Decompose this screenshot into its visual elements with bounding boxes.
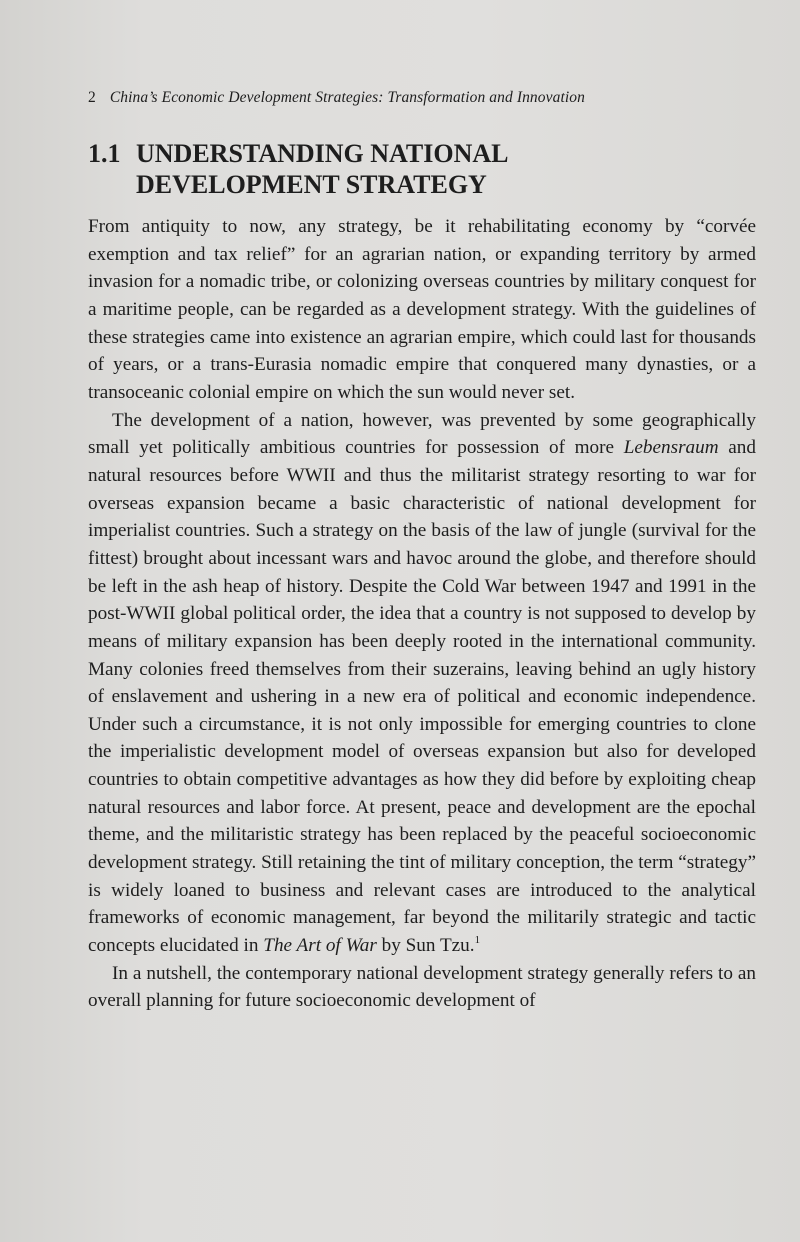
paragraph-1: From antiquity to now, any strategy, be it rehabilitating economy by “corvée exemption and tax relief” for an agrarian nation, or expanding territory by armed invasion for a nomadic tribe, or colonizing overseas countries by military conquest for a maritime people, can be regarded as a development strategy. With the guidelines of these strategies came into existence an agrarian empire, which could last for thousands of years, or a trans-Eurasia nomadic empire that conquered many dynasties, or a transoceanic colonial empire on which the sun would never set. (88, 216, 756, 403)
section-number: 1.1 (88, 139, 121, 168)
section-title-line2: DEVELOPMENT STRATEGY (136, 170, 487, 199)
running-header (88, 89, 585, 107)
paragraph-3: In a nutshell, the contemporary national development strategy generally refers to an overall planning for future socioeconomic development of (88, 962, 756, 1012)
body-text (88, 213, 756, 1015)
section-heading (88, 138, 508, 200)
italic-term-lebensraum: Lebensraum (623, 437, 719, 459)
section-title-line1: UNDERSTANDING NATIONAL (136, 139, 509, 168)
book-title: The Art of War (263, 935, 377, 957)
paragraph-2-part1: The development of a nation, however, was prevented by some geographically small yet politically ambitious countries for possession of more (88, 409, 756, 459)
paragraph-2 (88, 407, 756, 960)
page-number: 2 (88, 89, 96, 106)
paragraph-2-part3: by Sun Tzu. (376, 935, 475, 957)
paragraph-2-part2: and natural resources before WWII and thus the militarist strategy resorting to war for overseas expansion became a basic characteristic of national development for imperialist countries. Such a strategy on the basis of the law of jungle (survival for the fittest) brought about incessant wars and havoc around the globe, and therefore should be left in the ash heap of history. Despite the Cold War between 1947 and 1991 in the post-WWII global political order, the idea that a country is not supposed to develop by means of military expansion has been deeply rooted in the international community. Many colonies freed themselves from their suzerains, leaving behind an ugly history of enslavement and ushering in a new era of political and economic independence. Under such a circumstance, it is not only impossible for emerging countries to clone the imperialistic development model of overseas expansion but also for developed countries to obtain competitive advantages as how they did before by exploiting cheap natural resources and labor force. At present, peace and development are the epochal theme, and the militaristic strategy has been replaced by the peaceful socioeconomic development strategy. Still retaining the tint of military conception, the term “strategy” is widely loaned to business and relevant cases are introduced to the analytical frameworks of economic management, far beyond the militarily strategic and tactic concepts elucidated in (88, 437, 756, 957)
footnote-marker[interactable]: 1 (474, 934, 481, 947)
running-title: China’s Economic Development Strategies: Transformation and Innovation (109, 89, 585, 106)
